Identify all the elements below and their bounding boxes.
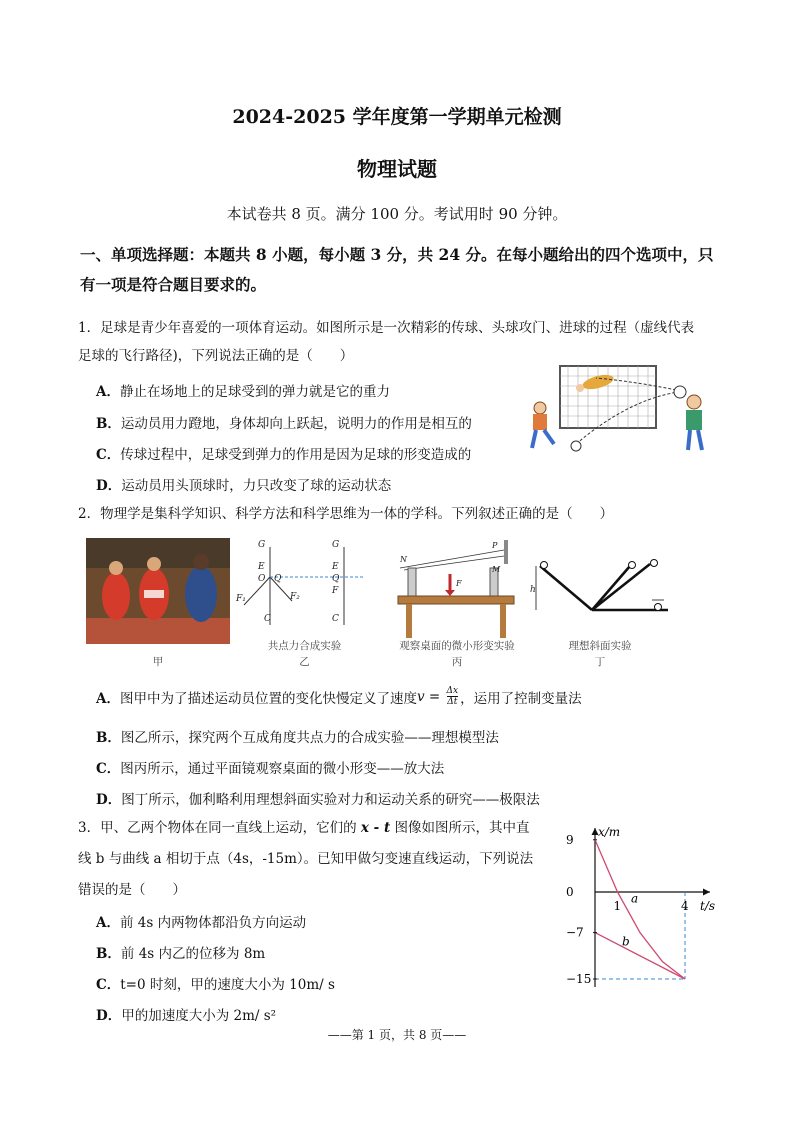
section-heading-line1: 一、单项选择题：本题共 8 小题，每小题 3 分，共 24 分。在每小题给出的四个选项中，只: [80, 245, 714, 264]
q3-xt-variable: x - t: [360, 820, 391, 836]
label-f2: F₂: [290, 592, 300, 602]
option-text-after: ，运用了控制变量法: [460, 690, 582, 707]
velocity-fraction: [447, 686, 459, 707]
page-footer: ——第 1 页，共 8 页——: [327, 1028, 467, 1042]
y-axis-label: x/m: [598, 825, 621, 839]
figure-bing-title: 观察桌面的微小形变实验: [399, 640, 515, 652]
option-letter: A．: [96, 690, 120, 707]
q2-stem: 2．物理学是集科学知识、科学方法和科学思维为一体的学科。下列叙述正确的是（ ）: [78, 506, 614, 522]
x-tick-label-0: 1: [613, 899, 622, 913]
label-g: G: [258, 540, 266, 550]
label-h: h: [530, 585, 536, 595]
option-text: t=0 时刻，甲的速度大小为 10m/ s: [120, 977, 335, 993]
option-text: 图乙所示，探究两个互成角度共点力的合成实验——理想模型法: [120, 730, 499, 746]
option-text: 前 4s 内两物体都沿负方向运动: [119, 915, 307, 931]
figure-yi-caption: 乙: [299, 656, 310, 668]
fraction-numerator: Δx: [446, 686, 459, 696]
q3-stem-line3: 错误的是（ ）: [78, 882, 186, 898]
table-deformation-diagram: [392, 540, 522, 640]
option-letter: B．: [96, 416, 121, 432]
y-tick-label-1: 0: [566, 885, 574, 899]
y-tick-label-0: 9: [566, 832, 574, 847]
force-composition-diagram: [232, 535, 377, 639]
series-b-line: [595, 933, 685, 979]
formula-eq: =: [424, 688, 445, 705]
q1-option-d: [96, 474, 391, 494]
fraction-denominator: Δt: [447, 697, 458, 707]
x-tick-label-1: 4: [681, 899, 689, 913]
exam-title: 2024-2025 学年度第一学期单元检测: [232, 106, 562, 128]
option-letter: D．: [96, 478, 122, 494]
label-o: O: [258, 574, 266, 584]
q2-option-b: [96, 726, 499, 746]
option-letter: C．: [96, 447, 121, 463]
exam-subtitle: 物理试题: [357, 157, 437, 181]
figure-yi-title: 共点力合成实验: [267, 640, 342, 652]
label-n: N: [400, 555, 407, 564]
formula-v: v: [416, 688, 425, 705]
option-text: 前 4s 内乙的位移为 8m: [120, 946, 266, 962]
option-letter: D．: [96, 1008, 122, 1024]
xt-graph: [560, 822, 730, 994]
option-text: 图丁所示，伽利略利用理想斜面实验对力和运动关系的研究——极限法: [121, 792, 540, 808]
label-c: C: [264, 614, 271, 624]
series-a-curve: [595, 840, 685, 979]
y-tick-label-2: −7: [566, 925, 584, 940]
sprint-photo: [86, 538, 230, 644]
option-text: 甲的加速度大小为 2m/ s²: [121, 1008, 277, 1024]
q1-option-a: [96, 380, 390, 400]
label-c2: C: [332, 614, 339, 624]
q3-stem-text: 3．甲、乙两个物体在同一直线上运动，它们的: [78, 820, 361, 836]
q3-stem-text-b: 图像如图所示，其中直: [390, 820, 530, 836]
label-force: F: [456, 579, 462, 588]
ideal-incline-diagram: [530, 548, 670, 620]
option-letter: A．: [96, 915, 120, 931]
option-letter: A．: [96, 384, 120, 400]
label-f1: F₁: [236, 594, 246, 604]
q2-option-c: [96, 757, 444, 777]
exam-info: 本试卷共 8 页。满分 100 分。考试用时 90 分钟。: [226, 205, 568, 223]
x-axis-label: t/s: [700, 899, 716, 913]
label-g2: G: [332, 540, 340, 550]
q2-option-a: [96, 686, 582, 707]
series-a-label: a: [631, 891, 639, 906]
q3-option-b: [96, 942, 265, 962]
figure-ding-caption: 丁: [594, 656, 606, 668]
q3-option-c: [96, 973, 335, 993]
figure-jia-caption: 甲: [152, 656, 164, 668]
option-letter: D．: [96, 792, 122, 808]
soccer-scene-illustration: [518, 360, 720, 460]
y-tick-label-3: −15: [566, 972, 592, 986]
label-e2: E: [332, 562, 339, 572]
q1-option-b: [96, 412, 472, 432]
q3-option-a: [96, 911, 306, 931]
label-q2: Q: [332, 574, 340, 584]
q3-stem-line2: 线 b 与曲线 a 相切于点（4s，-15m）。已知甲做匀变速直线运动，下列说法: [78, 851, 534, 867]
q1-stem-line1: 1．足球是青少年喜爱的一项体育运动。如图所示是一次精彩的传球、头球攻门、进球的过程（虚线代表: [78, 320, 695, 336]
q2-option-d: [96, 788, 540, 808]
section-heading-line2: 有一项是符合题目要求的。: [80, 275, 267, 294]
label-f: F: [332, 586, 339, 596]
q3-stem-line1: [78, 818, 529, 839]
option-text: 运动员用力蹬地，身体却向上跃起，说明力的作用是相互的: [120, 416, 472, 432]
figure-bing-caption: 丙: [451, 656, 463, 668]
option-letter: B．: [96, 946, 121, 962]
option-letter: C．: [96, 977, 121, 993]
label-q: Q: [274, 574, 282, 584]
figure-ding-title: 理想斜面实验: [568, 640, 632, 652]
q3-option-d: [96, 1004, 276, 1024]
option-text: 静止在场地上的足球受到的弹力就是它的重力: [119, 384, 390, 400]
option-text: 运动员用头顶球时，力只改变了球的运动状态: [121, 478, 392, 494]
series-b-label: b: [622, 934, 630, 949]
option-text: 传球过程中，足球受到弹力的作用是因为足球的形变造成的: [120, 447, 472, 463]
option-text: 图甲中为了描述运动员位置的变化快慢定义了速度: [119, 690, 417, 707]
label-m: M: [492, 565, 501, 574]
label-p: P: [492, 541, 498, 550]
option-letter: B．: [96, 730, 121, 746]
option-text: 图丙所示，通过平面镜观察桌面的微小形变——放大法: [120, 761, 445, 777]
label-e: E: [258, 562, 265, 572]
q1-option-c: [96, 443, 471, 463]
q1-stem-line2: 足球的飞行路径)，下列说法正确的是（ ）: [78, 348, 354, 364]
option-letter: C．: [96, 761, 121, 777]
